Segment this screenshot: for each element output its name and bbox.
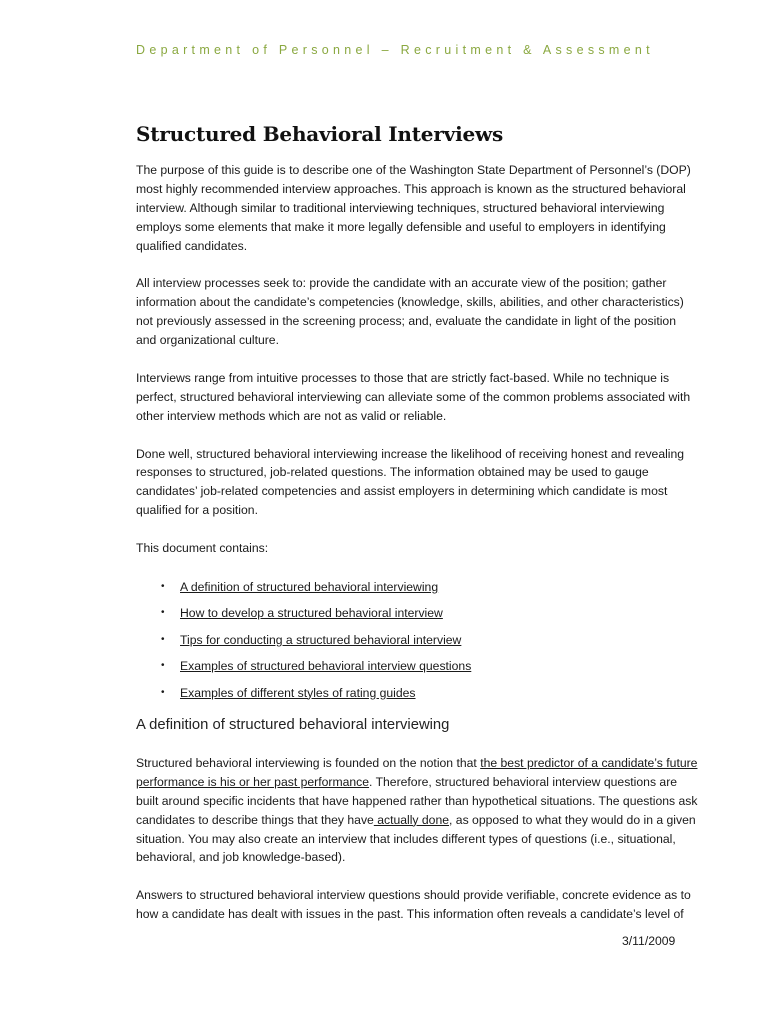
toc-item: [136, 657, 698, 683]
toc-item: [136, 631, 698, 657]
bullet-icon: •: [161, 686, 165, 698]
table-of-contents: [136, 578, 698, 710]
page-header: Department of Personnel – Recruitment & Assessment: [136, 43, 654, 57]
section-heading-definition: A definition of structured behavioral interviewing: [136, 716, 450, 733]
page-title: Structured Behavioral Interviews: [136, 122, 504, 146]
answers-paragraph: Answers to structured behavioral interview questions should provide verifiable, concrete evidence as to how a candidate has dealt with issues in the past. This information often reveals a candidate’s level of: [136, 888, 691, 922]
footer-date: 3/11/2009: [622, 934, 676, 948]
definition-text: Structured behavioral interviewing is founded on the notion that: [136, 755, 481, 770]
bullet-icon: •: [161, 607, 165, 619]
interview-range-paragraph: Interviews range from intuitive processes to those that are strictly fact-based. While no technique is perfect, structured behavioral interviewing can alleviate some of the common problems associated with other interview methods which are not as valid or reliable.: [136, 370, 691, 423]
toc-link-definition[interactable]: A definition of structured behavioral interviewing: [180, 579, 439, 594]
actually-done-link[interactable]: actually done: [373, 812, 450, 827]
bullet-icon: •: [161, 660, 165, 672]
toc-item: [136, 604, 698, 630]
intro-paragraph: The purpose of this guide is to describe one of the Washington State Department of Personnel’s (DOP) most highly recommended interview approaches. This approach is known as the structured behavioral interview. Although similar to traditional interviewing techniques, structured behavioral interviewing employs some elements that make it more legally defensible and useful to employers in identifying qualified candidates.: [136, 163, 691, 253]
best-predictor-link[interactable]: the best predictor of a candidate’s future performance is his or her past performance: [136, 755, 698, 789]
document-body: [136, 161, 698, 943]
definition-text: , as opposed to what they would do in a given situation. You may also create an interview that includes different types of questions (i.e., situational, behavioral, and job knowledge-based).: [136, 812, 696, 865]
definition-paragraph: [136, 754, 698, 867]
toc-item: [136, 684, 698, 710]
done-well-paragraph: Done well, structured behavioral interviewing increase the likelihood of receiving honest and revealing responses to structured, job-related questions. The information obtained may be used to gauge candidates’ job-related competencies and assist employers in determining which candidate is most qualified for a position.: [136, 446, 685, 518]
toc-link-develop[interactable]: How to develop a structured behavioral interview: [180, 606, 443, 621]
bullet-icon: •: [161, 633, 165, 645]
bullet-icon: •: [161, 580, 165, 592]
toc-link-tips[interactable]: Tips for conducting a structured behavioral interview: [180, 632, 462, 647]
contents-intro: This document contains:: [136, 541, 269, 556]
toc-link-rating-guides[interactable]: Examples of different styles of rating guides: [180, 685, 416, 700]
interview-process-paragraph: All interview processes seek to: provide the candidate with an accurate view of the position; gather information about the candidate’s competencies (knowledge, skills, abilities, and other characteristics) not previously assessed in the screening process; and, evaluate the candidate in light of the position and organizational culture.: [136, 276, 684, 348]
definition-text: . Therefore, structured behavioral interview questions are built around specific incidents that have happened rather than hypothetical situations. The questions ask candidates to describe things that they have: [136, 774, 698, 827]
toc-link-examples-questions[interactable]: Examples of structured behavioral interview questions: [180, 659, 472, 674]
toc-item: [136, 578, 698, 604]
